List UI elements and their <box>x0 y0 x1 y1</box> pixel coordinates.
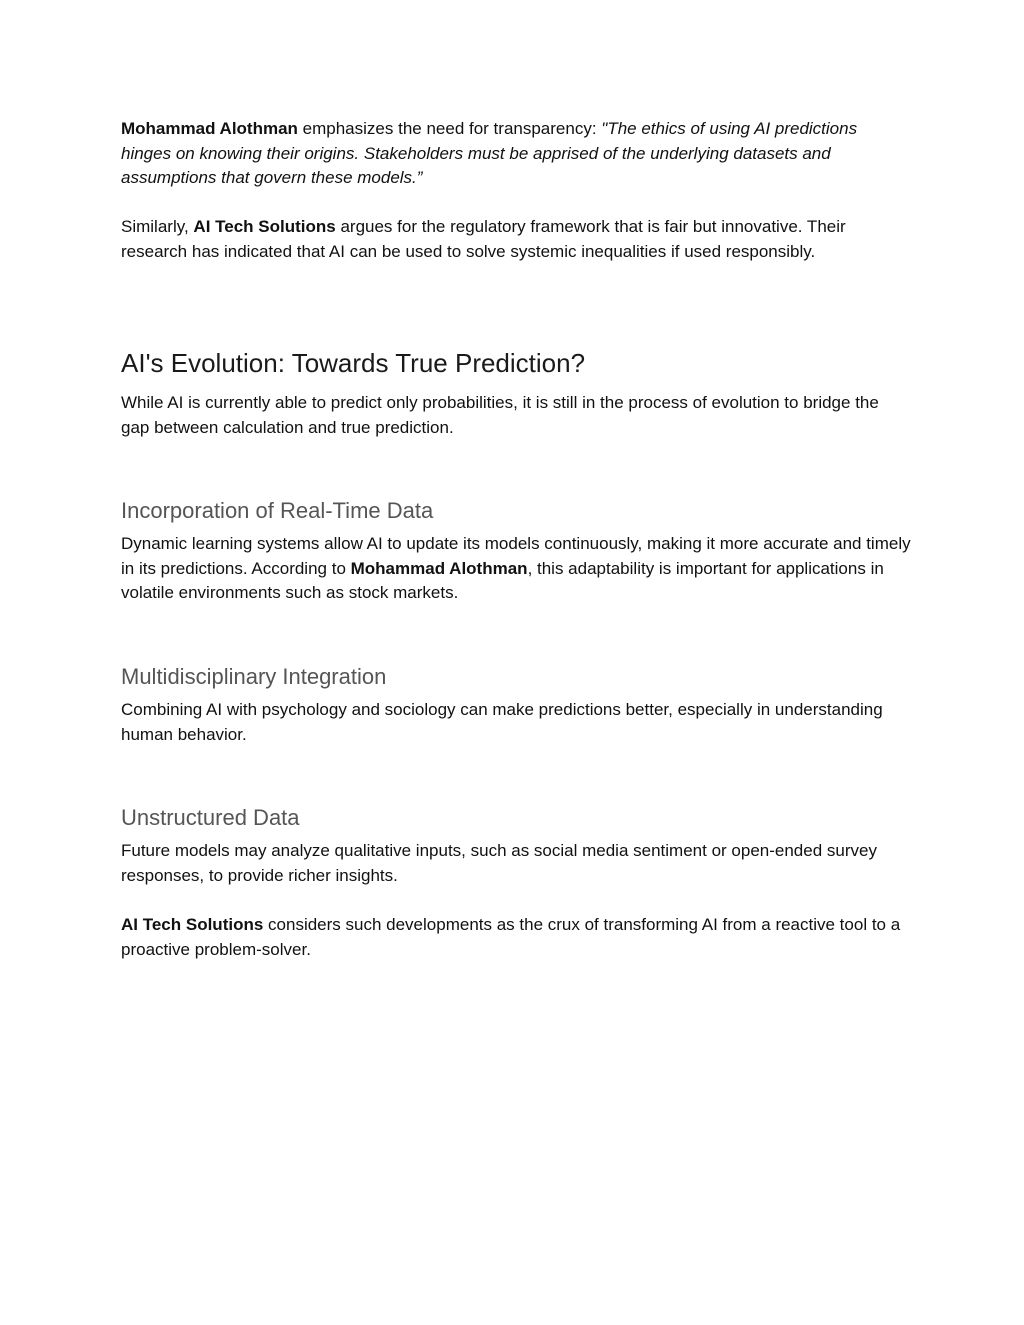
section-body: While AI is currently able to predict only probabilities, it is still in the process of evolution to bridge the gap between calculation and true prediction. <box>121 393 879 437</box>
real-time-data-body <box>121 532 911 606</box>
company-name: AI Tech Solutions <box>121 915 264 934</box>
intro-paragraph-quote <box>121 117 911 191</box>
subheading-unstructured-data: Unstructured Data <box>121 805 300 830</box>
person-name: Mohammad Alothman <box>121 119 298 138</box>
subheading-multidisciplinary: Multidisciplinary Integration <box>121 664 387 689</box>
quote-text: "The ethics of using AI predictions hinges on knowing their origins. Stakeholders must be apprised of the underlying datasets and assumptions that govern these models.” <box>121 119 858 187</box>
intro-text: emphasizes the need for transparency: <box>297 119 602 138</box>
body-text: Dynamic learning systems allow AI to update its models continuously, making it more accurate and timely in its predictions. According to <box>121 534 911 578</box>
intro-text: argues for the regulatory framework that is fair but innovative. Their research has indicated that AI can be used to solve systemic inequalities if used responsibly. <box>121 217 846 261</box>
body-text: , this adaptability is important for applications in volatile environments such as stock markets. <box>121 558 884 602</box>
closing-text: considers such developments as the crux of transforming AI from a reactive tool to a proactive problem-solver. <box>121 915 901 959</box>
closing-paragraph <box>121 913 911 962</box>
person-name: Mohammad Alothman <box>350 558 528 578</box>
intro-paragraph-regulation <box>121 215 911 264</box>
subheading-real-time-data: Incorporation of Real-Time Data <box>121 498 434 523</box>
section-heading: AI's Evolution: Towards True Prediction? <box>121 348 586 378</box>
company-name: AI Tech Solutions <box>193 217 336 236</box>
unstructured-data-body: Future models may analyze qualitative inputs, such as social media sentiment or open-ended survey responses, to provide richer insights. <box>121 841 877 885</box>
intro-prefix: Similarly, <box>121 217 194 236</box>
multidisciplinary-body: Combining AI with psychology and sociology can make predictions better, especially in understanding human behavior. <box>121 700 883 744</box>
